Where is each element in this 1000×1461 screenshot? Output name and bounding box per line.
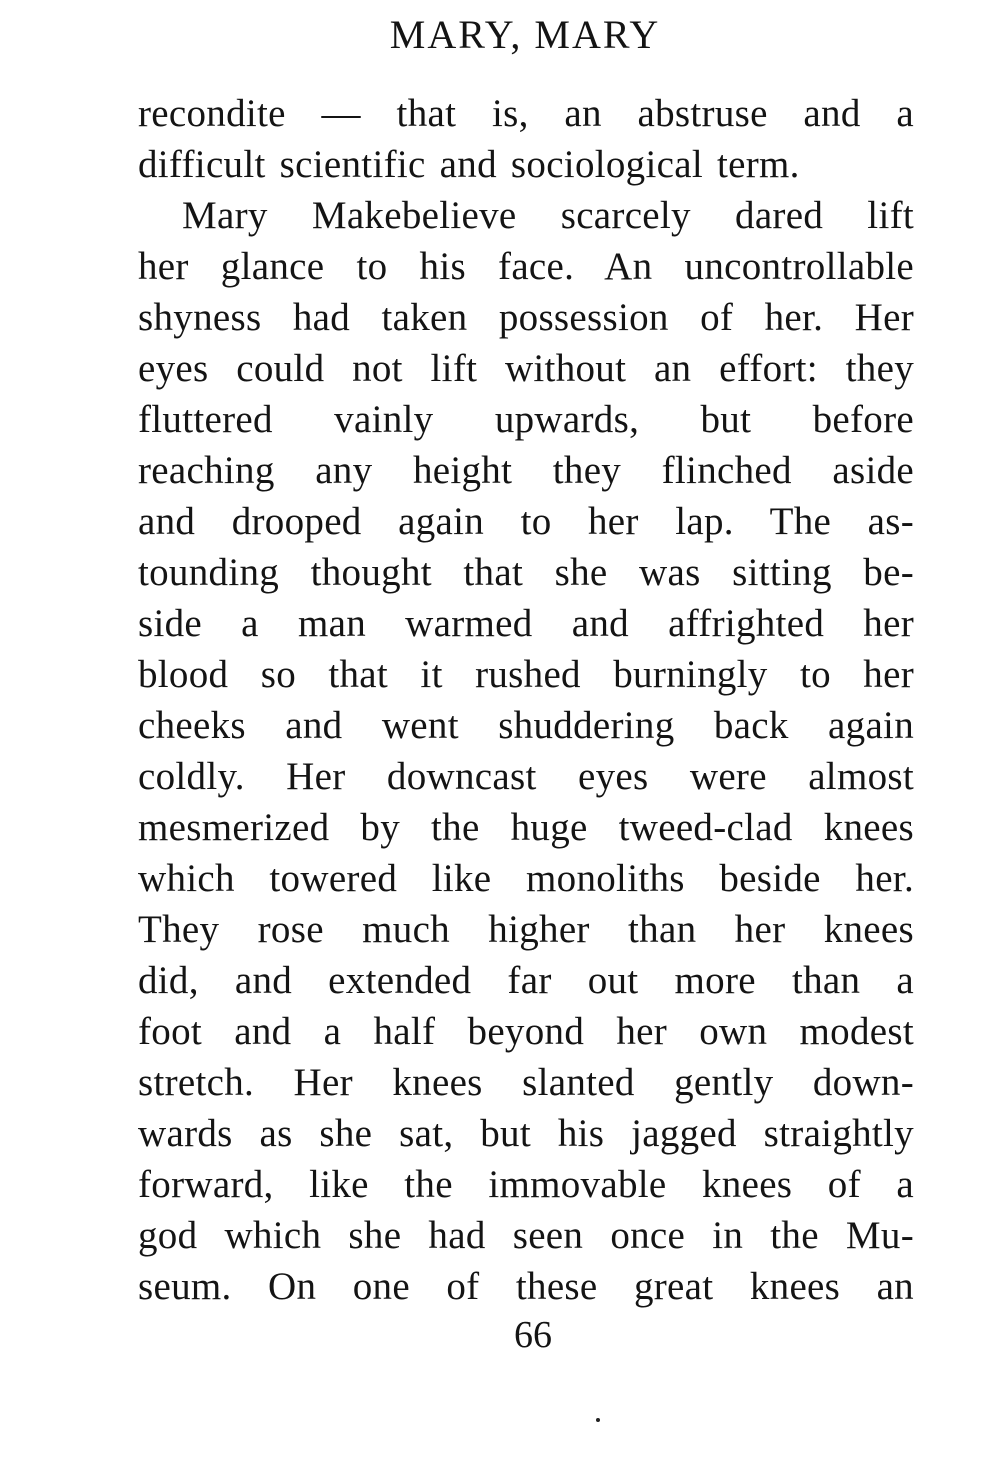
body-text xyxy=(138,88,914,1312)
scan-speck xyxy=(596,1418,600,1422)
text-line: god which she had seen once in the Mu- xyxy=(138,1214,914,1257)
text-line: shyness had taken possession of her. Her xyxy=(138,296,914,339)
text-line: foot and a half beyond her own modest xyxy=(138,1010,914,1053)
text-line: which towered like monoliths beside her. xyxy=(138,857,914,900)
text-line: eyes could not lift without an effort: they xyxy=(138,347,914,390)
text-line: They rose much higher than her knees xyxy=(138,908,914,951)
text-line: did, and extended far out more than a xyxy=(138,959,914,1002)
text-line: wards as she sat, but his jagged straightly xyxy=(138,1112,914,1155)
text-line: stretch. Her knees slanted gently down- xyxy=(138,1061,914,1104)
running-head: MARY, MARY xyxy=(389,12,661,57)
text-line: her glance to his face. An uncontrollable xyxy=(138,245,914,288)
text-line: seum. On one of these great knees an xyxy=(138,1265,914,1308)
text-line: tounding thought that she was sitting be- xyxy=(138,551,914,594)
text-line: coldly. Her downcast eyes were almost xyxy=(138,755,914,798)
text-line: fluttered vainly upwards, but before xyxy=(138,398,914,441)
text-line: mesmerized by the huge tweed-clad knees xyxy=(138,806,914,849)
page-number: 66 xyxy=(514,1314,552,1356)
text-line: and drooped again to her lap. The as- xyxy=(138,500,914,543)
text-line: forward, like the immovable knees of a xyxy=(138,1163,914,1206)
text-line: side a man warmed and affrighted her xyxy=(138,602,914,645)
text-line: Mary Makebelieve scarcely dared lift xyxy=(182,194,914,237)
text-line: cheeks and went shuddering back again xyxy=(138,704,914,747)
text-line: blood so that it rushed burningly to her xyxy=(138,653,914,696)
text-line: recondite — that is, an abstruse and a xyxy=(138,92,914,135)
text-line: reaching any height they flinched aside xyxy=(138,449,914,492)
text-line: difficult scientific and sociological term. xyxy=(138,143,800,186)
